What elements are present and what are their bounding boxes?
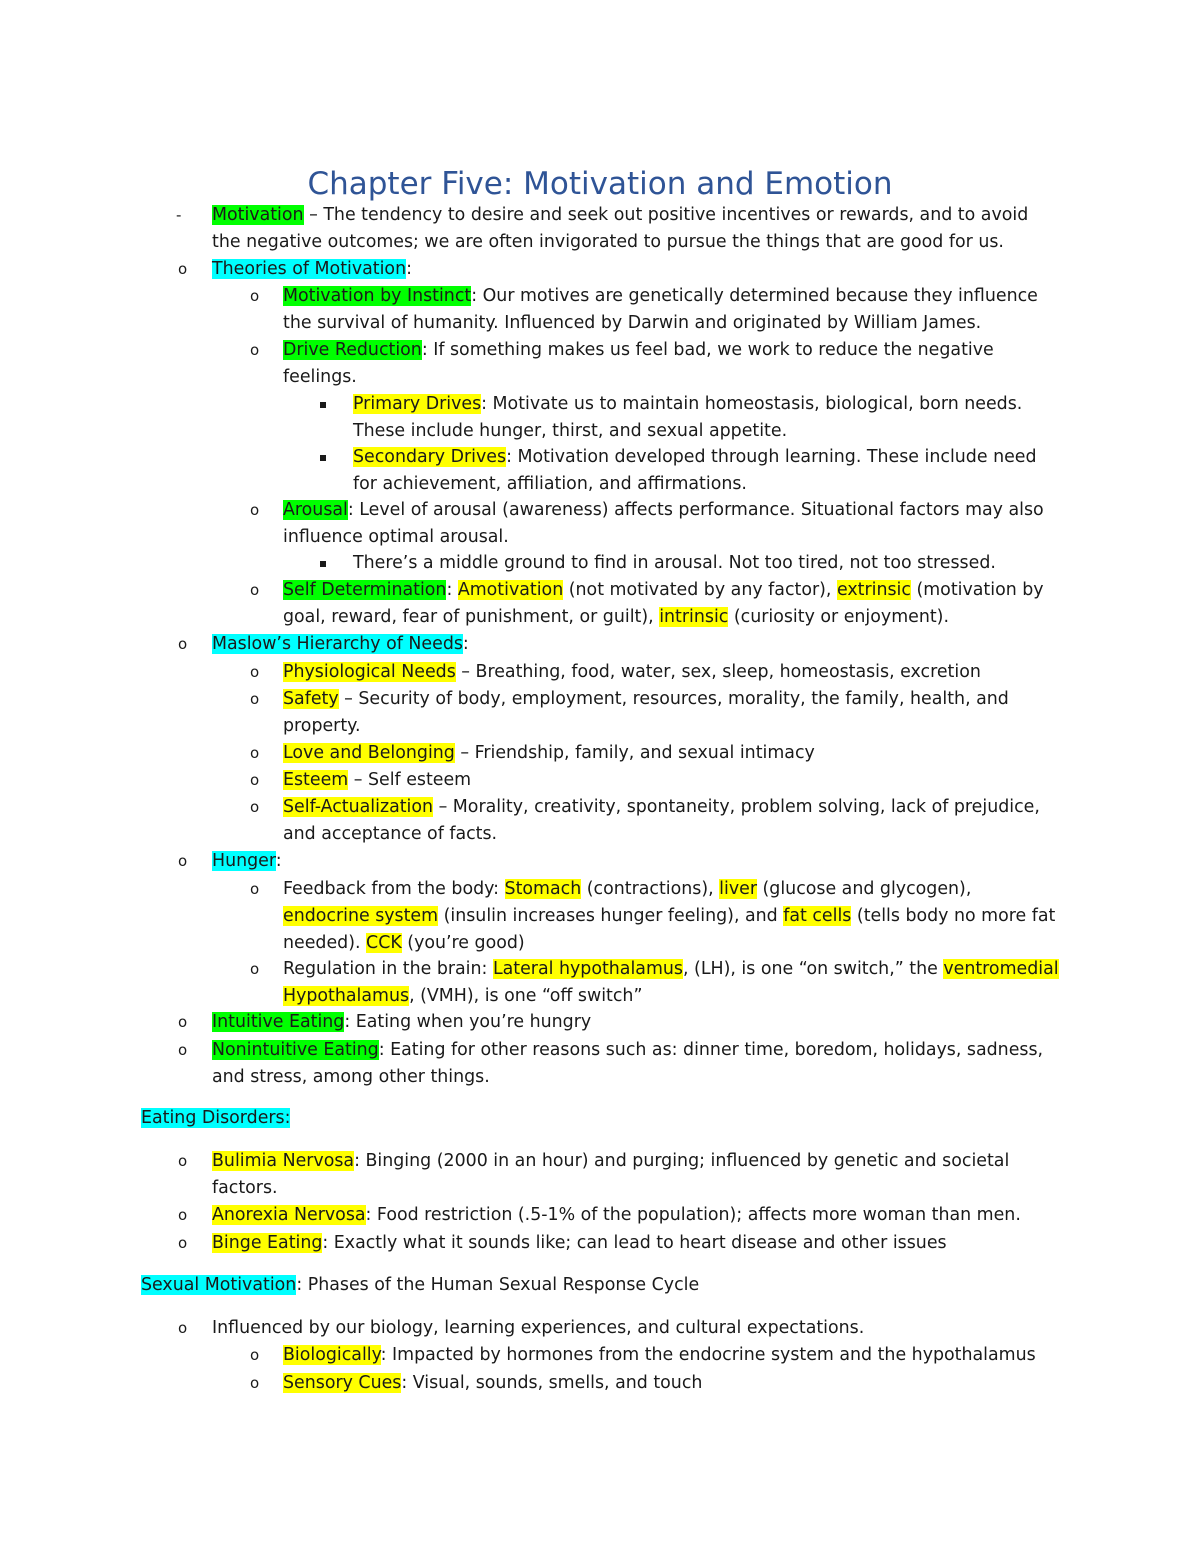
- text-line: [283, 283, 1038, 310]
- text-line: [353, 550, 996, 577]
- text-line: [283, 1370, 702, 1397]
- bullet-circle: o: [178, 1013, 188, 1031]
- line-text: needed).: [283, 933, 367, 953]
- line-text: and acceptance of facts.: [283, 824, 498, 844]
- line-text: : Food restriction (.5-1% of the population); affects more woman than men.: [365, 1205, 1021, 1225]
- text-line: [212, 202, 1028, 229]
- bullet-circle: o: [250, 771, 260, 789]
- bullet-circle: o: [178, 635, 188, 653]
- highlighted-term: Bulimia Nervosa: [212, 1151, 355, 1171]
- bullet-circle: o: [178, 852, 188, 870]
- bullet-circle: o: [250, 690, 260, 708]
- line-text: – Security of body, employment, resources, morality, the family, health, and: [338, 689, 1009, 709]
- highlighted-term: Drive Reduction: [283, 340, 422, 360]
- line-text: (insulin increases hunger feeling), and: [438, 906, 784, 926]
- text-line: [212, 631, 469, 658]
- line-text: (tells body no more fat: [851, 906, 1056, 926]
- line-text: property.: [283, 716, 361, 736]
- text-line: [353, 444, 1037, 471]
- text-line: [141, 1105, 290, 1132]
- line-text: These include hunger, thirst, and sexual appetite.: [353, 421, 788, 441]
- highlighted-term: Motivation: [212, 205, 304, 225]
- highlighted-term: Motivation by Instinct: [283, 286, 472, 306]
- highlighted-term: Amotivation: [457, 580, 564, 600]
- line-text: : Binging (2000 in an hour) and purging; influenced by genetic and societal: [354, 1151, 1010, 1171]
- line-text: : Level of arousal (awareness) affects performance. Situational factors may also: [347, 500, 1044, 520]
- text-line: [283, 1342, 1036, 1369]
- text-line: [283, 497, 1044, 524]
- bullet-circle: o: [178, 1206, 188, 1224]
- line-text: – Breathing, food, water, sex, sleep, homeostasis, excretion: [455, 662, 981, 682]
- text-line: [212, 1148, 1009, 1175]
- text-line: [212, 256, 412, 283]
- highlighted-term: Sexual Motivation: [141, 1275, 297, 1295]
- text-line: [212, 1230, 947, 1257]
- bullet-square: [320, 455, 326, 461]
- text-line: [283, 659, 981, 686]
- bullet-circle: o: [250, 1374, 260, 1392]
- highlighted-term: intrinsic: [659, 607, 729, 627]
- text-line: [283, 604, 949, 631]
- line-text: and stress, among other things.: [212, 1067, 490, 1087]
- text-line: [283, 740, 815, 767]
- bullet-circle: o: [250, 341, 260, 359]
- text-line: [212, 229, 1004, 256]
- line-text: : Our motives are genetically determined because they influence: [471, 286, 1038, 306]
- text-line: [212, 1037, 1043, 1064]
- text-line: [283, 364, 357, 391]
- line-text: (contractions),: [581, 879, 720, 899]
- highlighted-term: Secondary Drives: [353, 447, 507, 467]
- bullet-square: [320, 561, 326, 567]
- line-text: Influenced by our biology, learning experiences, and cultural expectations.: [212, 1318, 865, 1338]
- highlighted-term: Self Determination: [283, 580, 447, 600]
- line-text: (curiosity or enjoyment).: [728, 607, 949, 627]
- text-line: [212, 1064, 490, 1091]
- line-text: Feedback from the body:: [283, 879, 505, 899]
- line-text: – The tendency to desire and seek out positive incentives or rewards, and to avoid: [303, 205, 1029, 225]
- highlighted-term: Hypothalamus: [283, 986, 410, 1006]
- bullet-circle: o: [250, 287, 260, 305]
- text-line: [212, 1009, 591, 1036]
- text-line: [283, 767, 471, 794]
- line-text: (motivation by: [910, 580, 1044, 600]
- highlighted-term: CCK: [366, 933, 402, 953]
- highlighted-term: Maslow’s Hierarchy of Needs: [212, 634, 463, 654]
- line-text: the negative outcomes; we are often invigorated to pursue the things that are good for us.: [212, 232, 1004, 252]
- line-text: :: [275, 851, 282, 871]
- highlighted-term: fat cells: [783, 906, 852, 926]
- bullet-circle: o: [250, 663, 260, 681]
- line-text: :: [446, 580, 458, 600]
- highlighted-term: liver: [719, 879, 757, 899]
- text-line: [283, 577, 1044, 604]
- text-line: [353, 418, 787, 445]
- bullet-circle: o: [250, 1346, 260, 1364]
- highlighted-term: Anorexia Nervosa: [212, 1205, 366, 1225]
- highlighted-term: endocrine system: [283, 906, 439, 926]
- highlighted-term: Sensory Cues: [283, 1373, 402, 1393]
- line-text: : Motivation developed through learning. These include need: [506, 447, 1037, 467]
- line-text: :: [406, 259, 412, 279]
- line-text: : Eating for other reasons such as: dinner time, boredom, holidays, sadness,: [378, 1040, 1044, 1060]
- highlighted-term: Self-Actualization: [283, 797, 434, 817]
- text-line: [283, 930, 525, 957]
- page-title: Chapter Five: Motivation and Emotion: [307, 166, 893, 202]
- text-line: [353, 471, 747, 498]
- bullet-circle: o: [250, 581, 260, 599]
- bullet-dash: -: [176, 206, 182, 224]
- line-text: feelings.: [283, 367, 357, 387]
- bullet-square: [320, 402, 326, 408]
- text-line: [283, 821, 497, 848]
- text-line: [212, 848, 282, 875]
- bullet-circle: o: [178, 1319, 188, 1337]
- text-line: [283, 524, 509, 551]
- highlighted-term: ventromedial: [943, 959, 1059, 979]
- bullet-circle: o: [178, 1152, 188, 1170]
- text-line: [283, 956, 1059, 983]
- text-line: [283, 876, 971, 903]
- bullet-circle: o: [178, 260, 188, 278]
- line-text: (not motivated by any factor),: [563, 580, 837, 600]
- line-text: Regulation in the brain:: [283, 959, 493, 979]
- line-text: : If something makes us feel bad, we work to reduce the negative: [421, 340, 994, 360]
- line-text: influence optimal arousal.: [283, 527, 509, 547]
- line-text: : Eating when you’re hungry: [344, 1012, 592, 1032]
- line-text: : Phases of the Human Sexual Response Cycle: [296, 1275, 700, 1295]
- highlighted-term: Eating Disorders:: [141, 1108, 291, 1128]
- line-text: There’s a middle ground to find in arousal. Not too tired, not too stressed.: [353, 553, 996, 573]
- text-line: [283, 686, 1009, 713]
- text-line: [283, 310, 981, 337]
- highlighted-term: Arousal: [283, 500, 348, 520]
- line-text: – Morality, creativity, spontaneity, problem solving, lack of prejudice,: [433, 797, 1040, 817]
- line-text: , (VMH), is one “off switch”: [409, 986, 643, 1006]
- line-text: the survival of humanity. Influenced by Darwin and originated by William James.: [283, 313, 982, 333]
- line-text: for achievement, affiliation, and affirmations.: [353, 474, 747, 494]
- highlighted-term: Safety: [283, 689, 339, 709]
- line-text: , (LH), is one “on switch,” the: [682, 959, 944, 979]
- text-line: [283, 903, 1055, 930]
- line-text: : Visual, sounds, smells, and touch: [401, 1373, 703, 1393]
- line-text: – Self esteem: [348, 770, 472, 790]
- line-text: (glucose and glycogen),: [756, 879, 972, 899]
- highlighted-term: Love and Belonging: [283, 743, 455, 763]
- text-line: [353, 391, 1022, 418]
- text-line: [283, 794, 1040, 821]
- line-text: :: [462, 634, 469, 654]
- highlighted-term: Intuitive Eating: [212, 1012, 345, 1032]
- highlighted-term: Lateral hypothalamus: [492, 959, 683, 979]
- line-text: : Motivate us to maintain homeostasis, biological, born needs.: [481, 394, 1023, 414]
- highlighted-term: Theories of Motivation: [212, 259, 407, 279]
- highlighted-term: Binge Eating: [212, 1233, 323, 1253]
- text-line: [141, 1272, 699, 1299]
- highlighted-term: Physiological Needs: [283, 662, 456, 682]
- bullet-circle: o: [250, 880, 260, 898]
- text-line: [212, 1202, 1021, 1229]
- highlighted-term: Biologically: [283, 1345, 381, 1365]
- line-text: goal, reward, fear of punishment, or guilt),: [283, 607, 660, 627]
- highlighted-term: Esteem: [283, 770, 349, 790]
- highlighted-term: Hunger: [212, 851, 276, 871]
- line-text: (you’re good): [401, 933, 525, 953]
- text-line: [283, 337, 994, 364]
- line-text: factors.: [212, 1178, 278, 1198]
- bullet-circle: o: [250, 501, 260, 519]
- text-line: [283, 983, 642, 1010]
- highlighted-term: Nonintuitive Eating: [212, 1040, 379, 1060]
- line-text: – Friendship, family, and sexual intimacy: [454, 743, 815, 763]
- highlighted-term: extrinsic: [836, 580, 911, 600]
- line-text: : Exactly what it sounds like; can lead to heart disease and other issues: [322, 1233, 947, 1253]
- text-line: [212, 1315, 864, 1342]
- bullet-circle: o: [250, 744, 260, 762]
- bullet-circle: o: [178, 1234, 188, 1252]
- bullet-circle: o: [250, 798, 260, 816]
- bullet-circle: o: [178, 1041, 188, 1059]
- line-text: : Impacted by hormones from the endocrine system and the hypothalamus: [380, 1345, 1036, 1365]
- text-line: [283, 713, 361, 740]
- bullet-circle: o: [250, 960, 260, 978]
- highlighted-term: Primary Drives: [353, 394, 482, 414]
- highlighted-term: Stomach: [504, 879, 582, 899]
- text-line: [212, 1175, 278, 1202]
